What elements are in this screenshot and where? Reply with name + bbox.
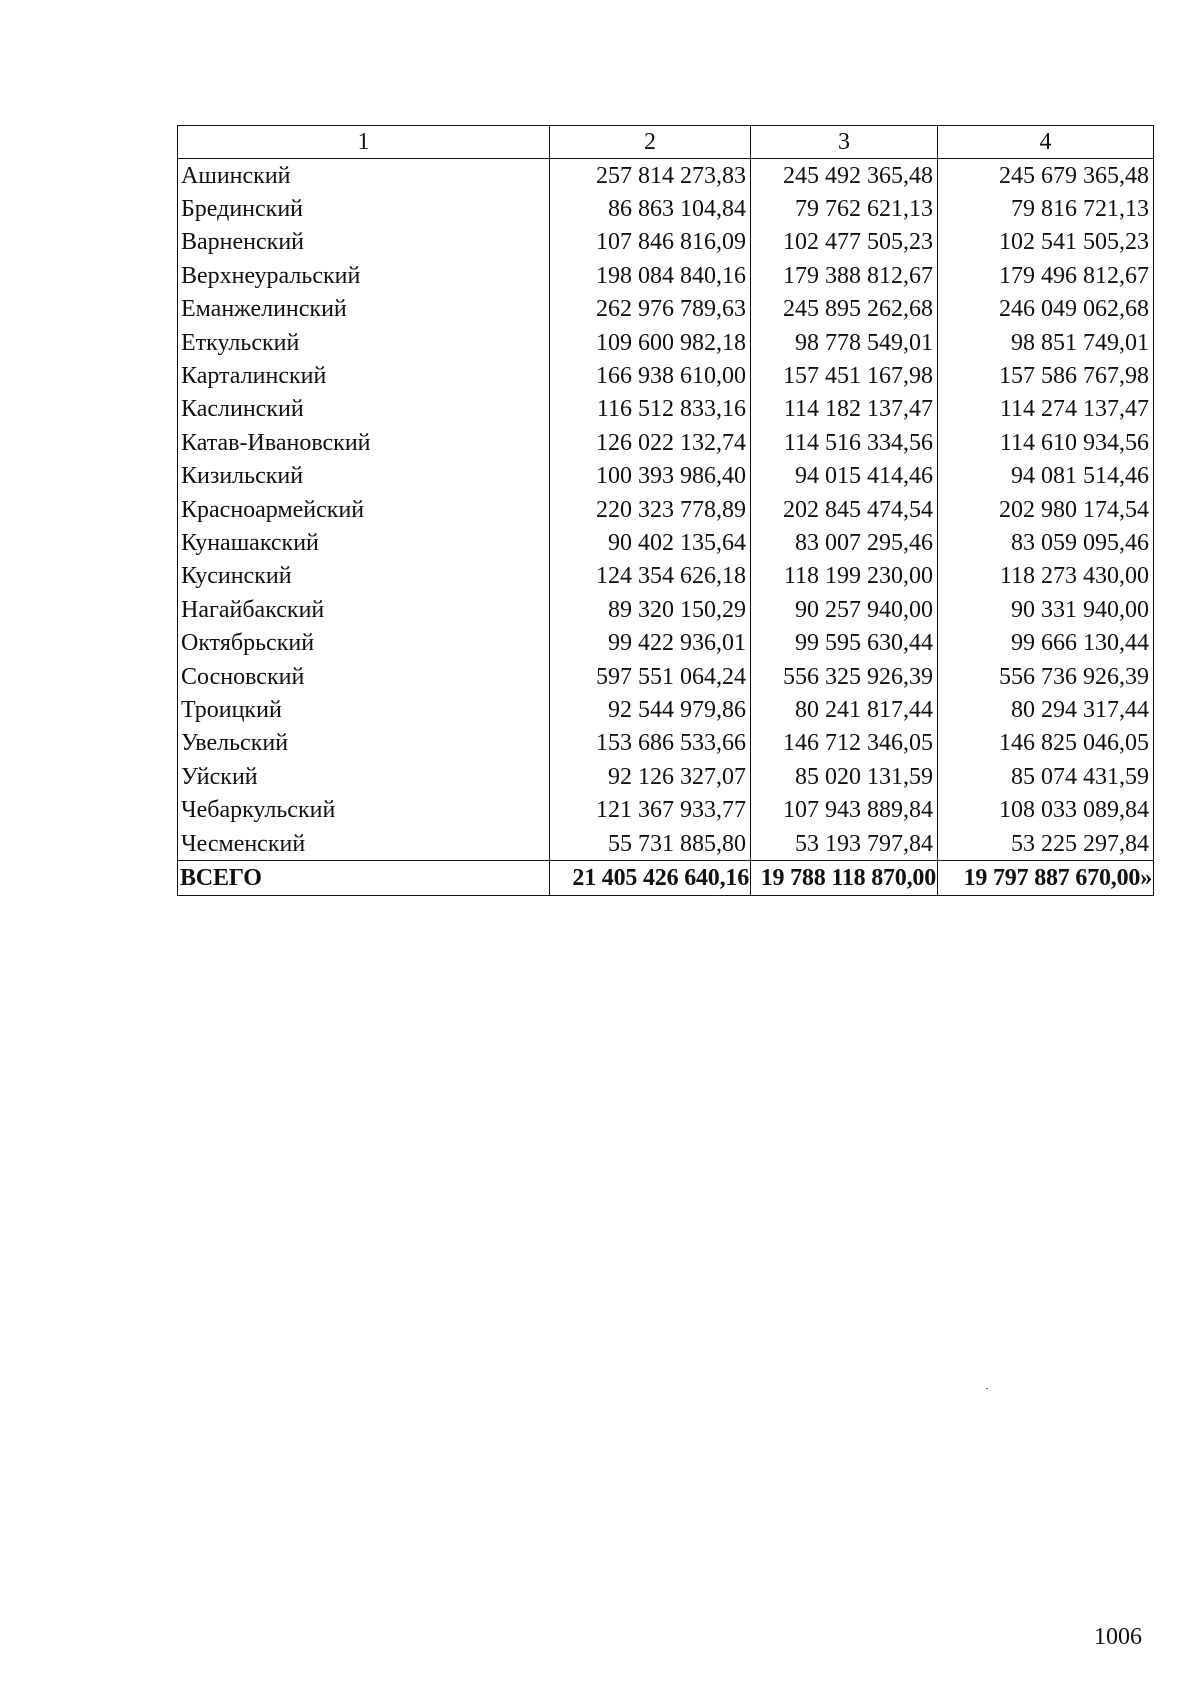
value-col-4: 202 980 174,54 xyxy=(938,493,1154,526)
value-col-2: 92 126 327,07 xyxy=(550,760,751,793)
district-name: Верхнеуральский xyxy=(178,259,550,292)
value-col-2: 55 731 885,80 xyxy=(550,827,751,861)
scan-speck xyxy=(986,1388,988,1389)
total-col-4: 19 797 887 670,00» xyxy=(938,861,1154,895)
district-name: Троицкий xyxy=(178,693,550,726)
value-col-2: 262 976 789,63 xyxy=(550,293,751,326)
value-col-4: 85 074 431,59 xyxy=(938,760,1154,793)
table-row xyxy=(178,760,1154,793)
value-col-3: 83 007 295,46 xyxy=(751,526,938,559)
table-row xyxy=(178,493,1154,526)
value-col-2: 166 938 610,00 xyxy=(550,359,751,392)
district-name: Каслинский xyxy=(178,393,550,426)
value-col-4: 80 294 317,44 xyxy=(938,693,1154,726)
value-col-4: 102 541 505,23 xyxy=(938,226,1154,259)
table-row xyxy=(178,560,1154,593)
total-col-2: 21 405 426 640,16 xyxy=(550,861,751,895)
table-row xyxy=(178,660,1154,693)
value-col-3: 202 845 474,54 xyxy=(751,493,938,526)
value-col-2: 124 354 626,18 xyxy=(550,560,751,593)
value-col-4: 114 274 137,47 xyxy=(938,393,1154,426)
table-row xyxy=(178,626,1154,659)
value-col-3: 118 199 230,00 xyxy=(751,560,938,593)
district-name: Октябрьский xyxy=(178,626,550,659)
value-col-4: 79 816 721,13 xyxy=(938,192,1154,225)
value-col-2: 597 551 064,24 xyxy=(550,660,751,693)
value-col-2: 86 863 104,84 xyxy=(550,192,751,225)
value-col-4: 108 033 089,84 xyxy=(938,793,1154,826)
value-col-4: 157 586 767,98 xyxy=(938,359,1154,392)
value-col-3: 94 015 414,46 xyxy=(751,460,938,493)
table-row xyxy=(178,526,1154,559)
value-col-2: 92 544 979,86 xyxy=(550,693,751,726)
value-col-2: 109 600 982,18 xyxy=(550,326,751,359)
value-col-3: 98 778 549,01 xyxy=(751,326,938,359)
value-col-4: 179 496 812,67 xyxy=(938,259,1154,292)
value-col-2: 116 512 833,16 xyxy=(550,393,751,426)
district-name: Уйский xyxy=(178,760,550,793)
table-row xyxy=(178,593,1154,626)
value-col-3: 245 895 262,68 xyxy=(751,293,938,326)
value-col-2: 257 814 273,83 xyxy=(550,159,751,193)
value-col-4: 98 851 749,01 xyxy=(938,326,1154,359)
value-col-3: 80 241 817,44 xyxy=(751,693,938,726)
header-row xyxy=(178,126,1154,159)
district-name: Кизильский xyxy=(178,460,550,493)
value-col-2: 220 323 778,89 xyxy=(550,493,751,526)
table-row xyxy=(178,159,1154,193)
value-col-3: 85 020 131,59 xyxy=(751,760,938,793)
value-col-4: 146 825 046,05 xyxy=(938,727,1154,760)
district-name: Красноармейский xyxy=(178,493,550,526)
value-col-2: 89 320 150,29 xyxy=(550,593,751,626)
table-row xyxy=(178,793,1154,826)
value-col-3: 157 451 167,98 xyxy=(751,359,938,392)
page-number: 1006 xyxy=(1094,1624,1142,1650)
table-row xyxy=(178,727,1154,760)
budget-table xyxy=(177,125,1154,896)
district-name: Кусинский xyxy=(178,560,550,593)
table-row xyxy=(178,359,1154,392)
district-name: Нагайбакский xyxy=(178,593,550,626)
value-col-4: 118 273 430,00 xyxy=(938,560,1154,593)
value-col-4: 556 736 926,39 xyxy=(938,660,1154,693)
district-name: Варненский xyxy=(178,226,550,259)
table-row xyxy=(178,192,1154,225)
value-col-3: 146 712 346,05 xyxy=(751,727,938,760)
value-col-3: 107 943 889,84 xyxy=(751,793,938,826)
value-col-4: 245 679 365,48 xyxy=(938,159,1154,193)
value-col-2: 100 393 986,40 xyxy=(550,460,751,493)
table-header xyxy=(178,126,1154,159)
value-col-3: 245 492 365,48 xyxy=(751,159,938,193)
value-col-4: 99 666 130,44 xyxy=(938,626,1154,659)
district-name: Еманжелинский xyxy=(178,293,550,326)
table-row xyxy=(178,460,1154,493)
value-col-3: 102 477 505,23 xyxy=(751,226,938,259)
district-name: Катав-Ивановский xyxy=(178,426,550,459)
table-row xyxy=(178,226,1154,259)
table-row xyxy=(178,426,1154,459)
district-name: Чесменский xyxy=(178,827,550,861)
value-col-2: 198 084 840,16 xyxy=(550,259,751,292)
district-name: Кунашакский xyxy=(178,526,550,559)
column-header-3: 3 xyxy=(751,126,938,159)
table-row xyxy=(178,693,1154,726)
value-col-3: 114 516 334,56 xyxy=(751,426,938,459)
value-col-3: 53 193 797,84 xyxy=(751,827,938,861)
district-name: Сосновский xyxy=(178,660,550,693)
value-col-3: 79 762 621,13 xyxy=(751,192,938,225)
table-row xyxy=(178,393,1154,426)
total-col-3: 19 788 118 870,00 xyxy=(751,861,938,895)
column-header-4: 4 xyxy=(938,126,1154,159)
value-col-2: 153 686 533,66 xyxy=(550,727,751,760)
value-col-2: 107 846 816,09 xyxy=(550,226,751,259)
value-col-4: 246 049 062,68 xyxy=(938,293,1154,326)
table-row xyxy=(178,293,1154,326)
value-col-3: 179 388 812,67 xyxy=(751,259,938,292)
value-col-3: 99 595 630,44 xyxy=(751,626,938,659)
district-name: Чебаркульский xyxy=(178,793,550,826)
column-header-2: 2 xyxy=(550,126,751,159)
district-name: Карталинский xyxy=(178,359,550,392)
table-body xyxy=(178,159,1154,896)
value-col-2: 121 367 933,77 xyxy=(550,793,751,826)
value-col-4: 94 081 514,46 xyxy=(938,460,1154,493)
value-col-2: 99 422 936,01 xyxy=(550,626,751,659)
district-name: Ашинский xyxy=(178,159,550,193)
value-col-4: 83 059 095,46 xyxy=(938,526,1154,559)
district-name: Брединский xyxy=(178,192,550,225)
value-col-4: 114 610 934,56 xyxy=(938,426,1154,459)
value-col-3: 114 182 137,47 xyxy=(751,393,938,426)
total-label: ВСЕГО xyxy=(178,861,550,895)
total-row xyxy=(178,861,1154,895)
district-name: Увельский xyxy=(178,727,550,760)
value-col-4: 53 225 297,84 xyxy=(938,827,1154,861)
value-col-4: 90 331 940,00 xyxy=(938,593,1154,626)
district-name: Еткульский xyxy=(178,326,550,359)
column-header-1: 1 xyxy=(178,126,550,159)
table-row xyxy=(178,827,1154,861)
table-row xyxy=(178,326,1154,359)
value-col-2: 90 402 135,64 xyxy=(550,526,751,559)
table-row xyxy=(178,259,1154,292)
value-col-3: 90 257 940,00 xyxy=(751,593,938,626)
value-col-2: 126 022 132,74 xyxy=(550,426,751,459)
value-col-3: 556 325 926,39 xyxy=(751,660,938,693)
